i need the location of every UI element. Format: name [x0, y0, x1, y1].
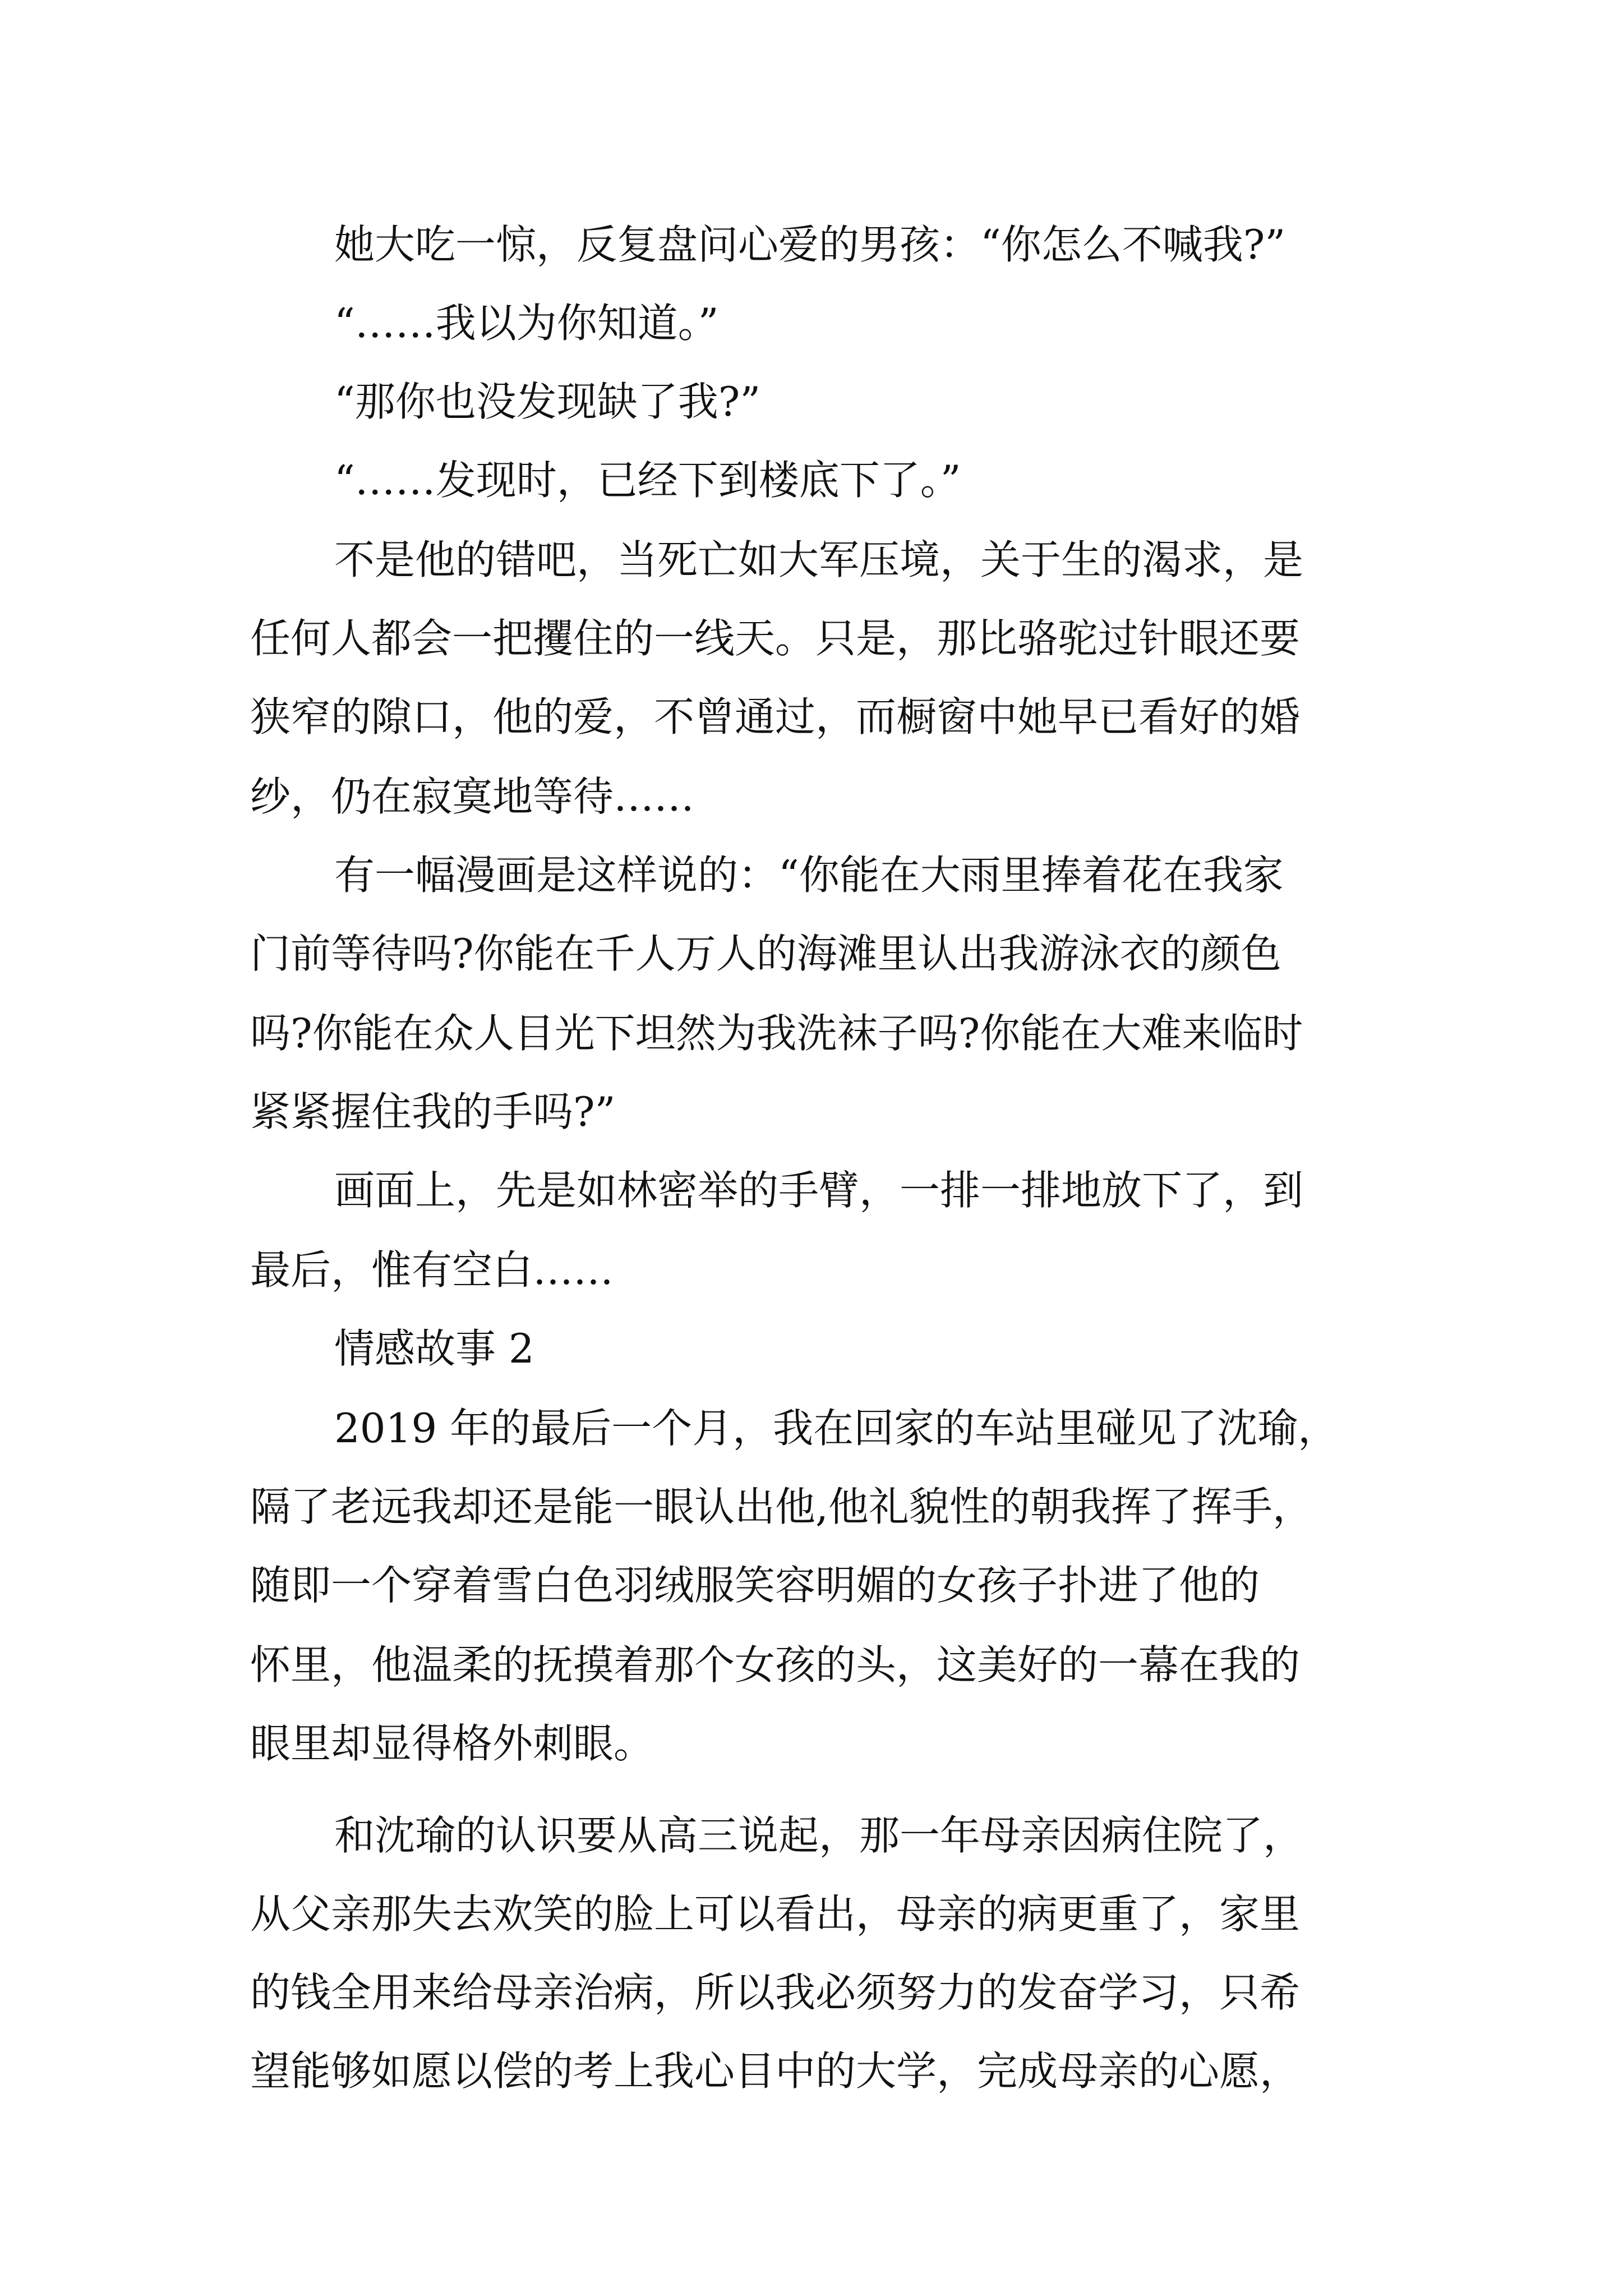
text-line: 不是他的错吧，当死亡如大军压境，关于生的渴求，是	[334, 536, 1304, 583]
text-line: 望能够如愿以偿的考上我心目中的大学，完成母亲的心愿，	[250, 2047, 1301, 2095]
text-line: 狭窄的隙口，他的爱，不曾通过，而橱窗中她早已看好的婚	[250, 693, 1301, 740]
text-line: “那你也没发现缺了我?”	[334, 378, 761, 425]
text-line: 她大吃一惊，反复盘问心爱的男孩：“你怎么不喊我?”	[334, 221, 1286, 268]
text-line: 眼里却显得格外刺眼。	[250, 1720, 654, 1767]
text-line: 最后，惟有空白……	[250, 1246, 614, 1294]
text-line: 画面上，先是如林密举的手臂，一排一排地放下了，到	[334, 1167, 1304, 1214]
text-line: 隔了老远我却还是能一眼认出他,他礼貌性的朝我挥了挥手，	[250, 1483, 1313, 1530]
text-line: 纱，仍在寂寞地等待……	[250, 773, 695, 820]
text-line: 2019 年的最后一个月，我在回家的车站里碰见了沈瑜，	[334, 1405, 1339, 1452]
text-line: “……我以为你知道。”	[334, 300, 719, 347]
text-line: 随即一个穿着雪白色羽绒服笑容明媚的女孩子扑进了他的	[250, 1562, 1260, 1609]
text-line: 吗?你能在众人目光下坦然为我洗袜子吗?你能在大难来临时	[250, 1010, 1303, 1057]
text-line: 任何人都会一把攫住的一线天。只是，那比骆驼过针眼还要	[250, 615, 1301, 662]
text-line: 的钱全用来给母亲治病，所以我必须努力的发奋学习，只希	[250, 1969, 1301, 2016]
section-heading: 情感故事 2	[334, 1325, 534, 1372]
text-line: 和沈瑜的认识要从高三说起，那一年母亲因病住院了，	[334, 1812, 1304, 1859]
text-line: 紧紧握住我的手吗?”	[250, 1088, 616, 1135]
text-line: 门前等待吗?你能在千人万人的海滩里认出我游泳衣的颜色	[250, 930, 1281, 977]
text-line: 怀里，他温柔的抚摸着那个女孩的头，这美好的一幕在我的	[250, 1641, 1301, 1688]
text-line: 有一幅漫画是这样说的：“你能在大雨里捧着花在我家	[334, 852, 1284, 899]
text-line: “……发现时，已经下到楼底下了。”	[334, 457, 961, 504]
text-line: 从父亲那失去欢笑的脸上可以看出，母亲的病更重了，家里	[250, 1890, 1301, 1938]
